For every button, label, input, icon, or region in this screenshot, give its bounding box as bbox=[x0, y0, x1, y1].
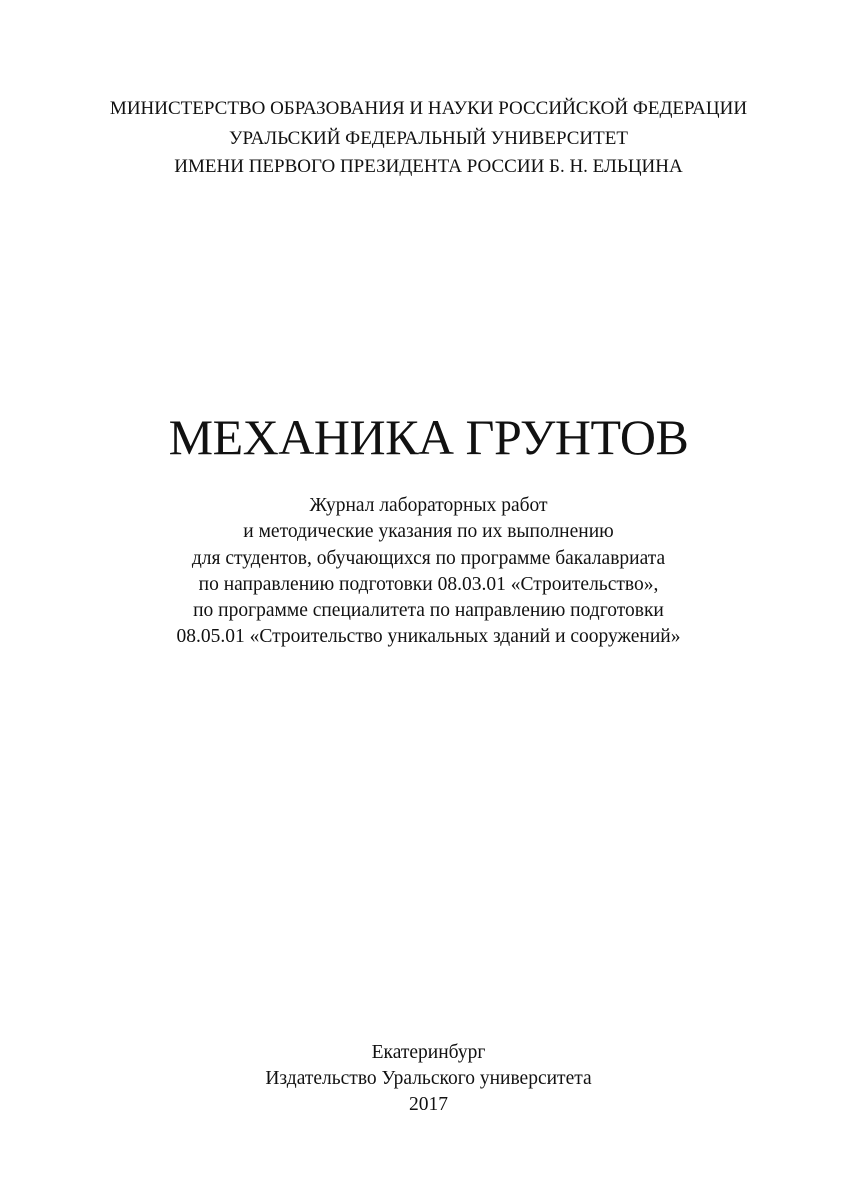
subtitle-line: по программе специалитета по направлению подготовки bbox=[193, 600, 664, 622]
subtitle-line: Журнал лабораторных работ bbox=[309, 495, 548, 516]
publication-imprint bbox=[0, 1040, 857, 1118]
document-title: МЕХАНИКА ГРУНТОВ bbox=[168, 409, 689, 465]
subtitle-line: и методические указания по их выполнению bbox=[243, 521, 614, 543]
university-name-line-2: ИМЕНИ ПЕРВОГО ПРЕЗИДЕНТА РОССИИ Б. Н. ЕЛЬЦИНА bbox=[174, 156, 683, 177]
subtitle-line: 08.05.01 «Строительство уникальных зданий и сооружений» bbox=[176, 626, 681, 648]
subtitle-line: по направлению подготовки 08.03.01 «Строительство», bbox=[198, 573, 659, 595]
subtitle-line: для студентов, обучающихся по программе бакалавриата bbox=[191, 547, 666, 569]
ministry-name: МИНИСТЕРСТВО ОБРАЗОВАНИЯ И НАУКИ РОССИЙСКОЙ ФЕДЕРАЦИИ bbox=[109, 98, 748, 119]
imprint-publisher: Издательство Уральского университета bbox=[265, 1068, 592, 1089]
imprint-city: Екатеринбург bbox=[371, 1042, 486, 1063]
imprint-year: 2017 bbox=[409, 1094, 448, 1115]
institution-header bbox=[0, 95, 857, 181]
university-name-line-1: УРАЛЬСКИЙ ФЕДЕРАЛЬНЫЙ УНИВЕРСИТЕТ bbox=[229, 128, 628, 149]
document-subtitle bbox=[0, 493, 857, 651]
